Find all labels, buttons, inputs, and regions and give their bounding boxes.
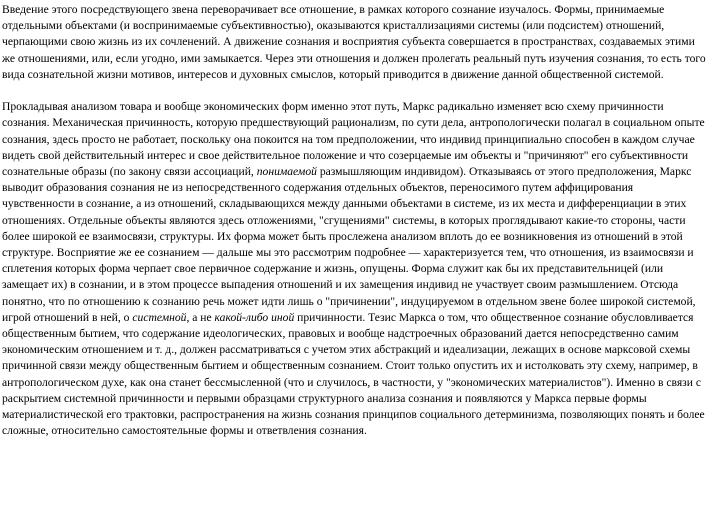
paragraph-2-italic-sistemnoy: системной (132, 310, 187, 324)
paragraph-2 (2, 99, 708, 439)
paragraph-spacer (2, 83, 708, 99)
document-page (2, 2, 708, 439)
paragraph-2-text-d: причинности. Тезис Маркса о том, что общественное сознание обусловливается общественным бытием, что содержание идеологических, правовых и вообще надстроечных образований дается непосредственно самим экономическим отношением и т. д., должен рассматриваться с учетом этих абстракций и идеализации, лежащих в основе марксовой схемы причинной связи между общественным бытием и общественным сознанием. Стоит только опустить их и истолковать эту схему, например, в антропологическом духе, как она станет бессмысленной (что и случилось, в частности, у "экономических материалистов"). Именно в связи с раскрытием системной причинности и первыми образцами структурного анализа сознания и появляются у Маркса первые формы материалистической его трактовки, распространения на жизнь сознания принципов социального детерминизма, позволяющих понять и более сложные, относительно самостоятельные формы и ответвления сознания. (2, 310, 705, 438)
paragraph-2-text-a: Прокладывая анализом товара и вообще экономических форм именно этот путь, Маркс радикально изменяет всю схему причинности сознания. Механическая причинность, которую предшествующий рационализм, по сути дела, антропологически полагал в социальном опыте сознания, здесь просто не работает, поскольку она покоится на том предположении, что индивид принципиально способен в каждом случае видеть свой действительный интерес и свое действительное положение и что созерцаемые им объекты и "причиняют" его субъективности сознательные образы (по закону связи ассоциаций, (2, 100, 705, 179)
paragraph-1 (2, 2, 708, 83)
paragraph-1-text: Введение этого посредствующего звена переворачивает все отношение, в рамках которого сознание изучалось. Формы, принимаемые отдельными объектами (и воспринимаемые субъективностью), оказываются кристаллизациями системы (или подсистем) отношений, черпающими свою жизнь из их сочленений. А движение сознания и восприятия субъекта совершается в пространствах, создаваемых этими же отношениями, или, если угодно, ими замыкается. Через эти отношения и должен пролегать реальный путь изучения сознания, то есть того вида сознательной жизни мотивов, интересов и духовных смыслов, который приводится в движение данной общественной системой. (2, 3, 706, 81)
paragraph-2-text-c: , а не (186, 310, 215, 324)
paragraph-2-italic-kakoy-libo-inoy: какой-либо иной (214, 310, 295, 324)
paragraph-2-text-b: размышляющим индивидом). Отказываясь от этого предположения, Маркс выводит образования сознания не из непосредственного содержания отдельных объектов, переносимого путем аффицирования чувственности в сознание, а из отношений, складывающихся между данными объектами в системе, из их места и дифференциации в этих отношениях. Отдельные объекты являются здесь отложениями, "сгущениями" системы, в которых проглядывают какие-то стороны, части более широкой ее взаимосвязи, структуры. Их форма может быть прослежена анализом вплоть до ее возникновения из отношений в этой структуре. Восприятие же ее сознанием — дальше мы это рассмотрим подробнее — характеризуется тем, что отношения, из взаимосвязи и сплетения которых форма черпает свое первичное содержание и жизнь, опущены. Форма служит как бы их представительницей (или замещает их) в сознании, и в этом процессе выпадения отношений и их замещения индивид не участвует своим размышлением. Отсюда понятно, что по отношению к сознанию речь может идти лишь о "причинении", индуцируемом в отдельном звене более широкой системой, игрой отношений в ней, о (2, 165, 696, 324)
paragraph-2-italic-ponimaemoy: понимаемой (256, 165, 317, 179)
